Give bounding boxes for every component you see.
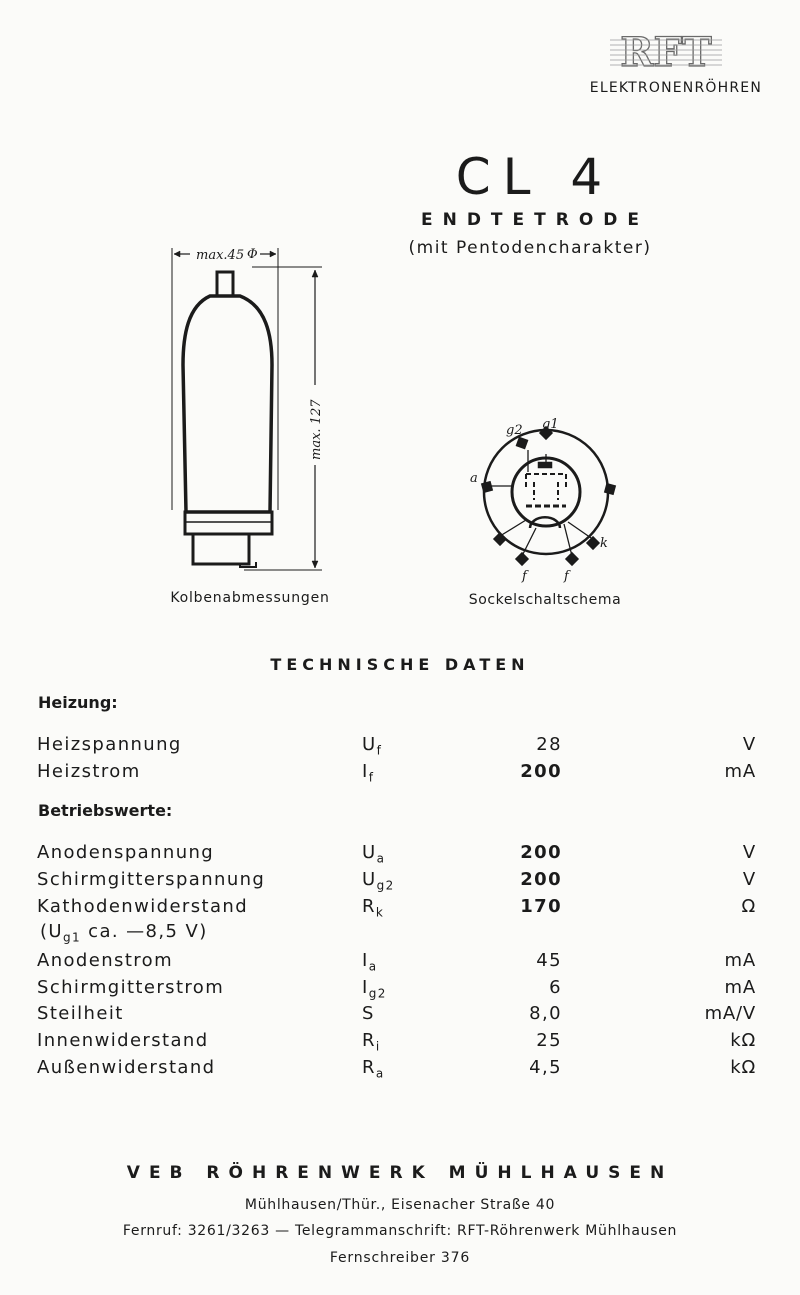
pin-label-f1: f (522, 569, 527, 584)
param-name: Heizspannung (37, 734, 182, 755)
table-row (0, 977, 800, 1003)
table-row (0, 842, 800, 868)
width-label: max.45 (196, 248, 245, 263)
param-symbol: $I_{g2}$ (362, 977, 387, 1001)
socket-wiring-diagram (460, 410, 630, 585)
param-unit: V (742, 842, 756, 863)
param-value: 200 (520, 761, 562, 782)
table-row (0, 896, 800, 922)
param-value: 200 (520, 842, 562, 863)
table-row (0, 734, 800, 760)
param-value: 25 (536, 1030, 562, 1051)
param-value: 200 (520, 869, 562, 890)
param-symbol: $R_i$ (362, 1030, 381, 1054)
brand-subtitle: ELEKTRONENRÖHREN (589, 80, 762, 96)
height-label: max. 127 (309, 399, 324, 460)
param-value: 28 (536, 734, 562, 755)
param-name: Anodenstrom (37, 950, 174, 971)
param-unit: mA (724, 977, 756, 998)
diameter-symbol: Φ (247, 247, 258, 262)
manufacturer-telephone: Fernruf: 3261/3263 — Telegrammanschrift: RFT-Röhrenwerk Mühlhausen (122, 1223, 678, 1239)
socket-caption: Sockelschaltschema (468, 592, 622, 608)
cathode-note: ($U_{g1}$ ca. —8,5 V) (40, 921, 208, 945)
section-heading-heating: Heizung: (38, 693, 118, 712)
table-row (0, 950, 800, 976)
manufacturer-name: VEB RÖHRENWERK MÜHLHAUSEN (126, 1163, 674, 1183)
param-symbol: $R_a$ (362, 1057, 385, 1081)
param-symbol: S (362, 1003, 375, 1024)
param-symbol: $I_f$ (362, 761, 375, 785)
param-name: Steilheit (37, 1003, 124, 1024)
param-symbol: $U_f$ (362, 734, 383, 758)
param-name: Schirmgitterspannung (37, 869, 266, 890)
param-value: 170 (520, 896, 562, 917)
param-symbol: $I_a$ (362, 950, 378, 974)
table-row (0, 1057, 800, 1083)
technical-data-heading: TECHNISCHE DATEN (270, 655, 530, 674)
pin-label-a: a (470, 471, 478, 486)
param-name: Kathodenwiderstand (37, 896, 249, 917)
param-name: Schirmgitterstrom (37, 977, 225, 998)
param-value: 8,0 (529, 1003, 562, 1024)
section-heading-operating: Betriebswerte: (38, 801, 173, 820)
table-row (0, 761, 800, 787)
tube-character: (mit Pentodencharakter) (408, 238, 652, 258)
manufacturer-address: Mühlhausen/Thür., Eisenacher Straße 40 (244, 1197, 556, 1213)
bulb-dimension-drawing (160, 240, 340, 580)
param-value: 4,5 (529, 1057, 562, 1078)
table-row (0, 869, 800, 895)
bulb-caption: Kolbenabmessungen (170, 590, 330, 606)
param-unit: V (742, 869, 756, 890)
pin-label-g1: g1 (542, 417, 559, 432)
svg-text:RFT: RFT (620, 30, 712, 72)
param-unit: mA (724, 761, 756, 782)
param-symbol: $R_k$ (362, 896, 385, 920)
param-unit: mA (724, 950, 756, 971)
param-name: Anodenspannung (37, 842, 215, 863)
pin-label-g2: g2 (506, 423, 523, 438)
param-unit: kΩ (730, 1030, 756, 1051)
param-value: 45 (536, 950, 562, 971)
rft-logo (606, 30, 726, 72)
tube-type-title: CL 4 (455, 148, 615, 206)
param-unit: V (742, 734, 756, 755)
pin-label-f2: f (564, 569, 569, 584)
param-symbol: $U_{g2}$ (362, 869, 395, 893)
table-row (0, 1030, 800, 1056)
manufacturer-telex: Fernschreiber 376 (329, 1250, 471, 1266)
param-name: Innenwiderstand (37, 1030, 209, 1051)
param-name: Heizstrom (37, 761, 141, 782)
param-unit: Ω (741, 896, 756, 917)
param-symbol: $U_a$ (362, 842, 386, 866)
param-unit: kΩ (730, 1057, 756, 1078)
tube-subtype: ENDTETRODE (420, 210, 650, 230)
param-value: 6 (549, 977, 562, 998)
param-unit: mA/V (704, 1003, 756, 1024)
table-row (0, 1003, 800, 1029)
param-name: Außenwiderstand (37, 1057, 216, 1078)
pin-label-k: k (600, 536, 608, 551)
